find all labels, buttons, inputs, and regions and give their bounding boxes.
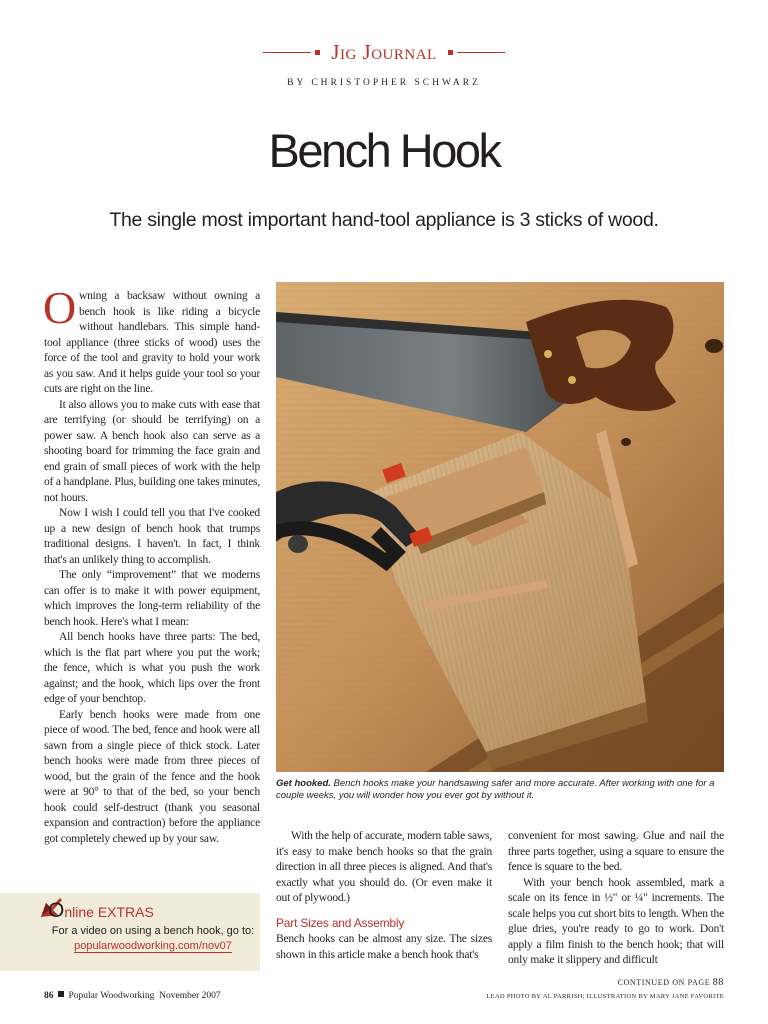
issue-date: November 2007: [159, 991, 221, 1001]
square-bullet-icon: [58, 991, 64, 997]
paragraph: Early bench hooks were made from one piece of wood. The bed, fence and hook were all sawn from a single piece of thick stock. Later bench hooks were made from three pieces of wood, but the grain of the fence and the hook were at 90° to that of the bed, so your bench hook could self-destruct (thank you seasonal expansion and contraction) before the appliance got completely chewed up by your saw.: [44, 708, 260, 845]
online-extras-o: O: [48, 899, 65, 922]
continued-label: CONTINUED ON PAGE: [617, 978, 711, 987]
paragraph: It also allows you to make cuts with ease that are terrifying (or should be terrifying) on a power saw. A bench hook also can serve as a shooting board for trimming the face grain and end grain of small pieces of work with the help of a handplane. Plus, building one takes minutes, not hours.: [44, 398, 260, 504]
continued-page: 88: [712, 977, 724, 988]
page-number: 86: [44, 991, 54, 1001]
paragraph: Now I wish I could tell you that I've cooked up a new design of bench hook that trumps traditional designs. I haven't. In fact, I think that's an unlikely thing to accomplish.: [44, 507, 260, 566]
ornament-dot: [448, 50, 453, 55]
article-subtitle: The single most important hand-tool appliance is 3 sticks of wood.: [109, 209, 659, 231]
lead-photo: [276, 282, 724, 772]
article-title: Bench Hook: [268, 124, 500, 177]
caption-text: Bench hooks make your handsawing safer and more accurate. After working with one for a couple weeks, you will wonder how you ever got by without it.: [276, 778, 715, 801]
byline: BY CHRISTOPHER SCHWARZ: [287, 78, 481, 88]
paragraph: All bench hooks have three parts: The bed, which is the flat part where you put the work; the fence, which is what you push the work against; and the hook, which lips over the front edge of your benchtop.: [44, 631, 260, 705]
magazine-name: Popular Woodworking: [68, 991, 155, 1001]
continued-notice: [560, 977, 724, 988]
rule-right: [457, 52, 505, 53]
department-title: Jig Journal: [331, 40, 437, 64]
drop-cap: O: [43, 282, 77, 333]
page-footer: [44, 991, 221, 1001]
body-column-2: [276, 829, 492, 963]
paragraph: With your bench hook assembled, mark a scale on its fence in ½" or ¼" increments. The scale helps you cut short bits to length. When the glue dries, you're ready to go to work. Don't apply a film finish to the bench hook; that will only make it slippery and difficult: [508, 876, 724, 966]
ornament-dot: [315, 50, 320, 55]
photo-caption: [276, 778, 724, 802]
caption-lead: Get hooked.: [276, 778, 331, 789]
online-extras-title: Online EXTRAS: [48, 899, 154, 922]
bench-hook-photo: [276, 282, 724, 772]
rule-left: [263, 52, 311, 53]
photo-credits: LEAD PHOTO BY AL PARRISH; ILLUSTRATION BY MARY JANE FAVORITE: [486, 993, 724, 1000]
paragraph: Bench hooks can be almost any size. The sizes shown in this article make a bench hook that's: [276, 933, 492, 961]
online-extras-link[interactable]: popularwoodworking.com/nov07: [74, 940, 232, 952]
online-extras-text: For a video on using a bench hook, go to:: [51, 925, 255, 937]
department-header: [0, 40, 768, 65]
body-column-1: [43, 282, 260, 847]
body-column-3: [508, 829, 724, 969]
paragraph: The only “improvement” that we moderns can offer is to make it with power equipment, which improves the long-term reliability of the bench hook. Here's what I mean:: [44, 569, 260, 628]
section-heading: Part Sizes and Assembly: [276, 915, 405, 930]
paragraph: Owning a backsaw without owning a bench hook is like riding a bicycle without handlebars. This simple hand-tool appliance (three sticks of wood) uses the force of the tool and gravity to hold your work as you saw. And it helps guide your tool so your cuts are right on the line.: [43, 282, 260, 395]
paragraph: With the help of accurate, modern table saws, it's easy to make bench hooks so that the grain direction in all three pieces is aligned. And that's exactly what you should do. (Or even make it out of plywood.): [276, 830, 492, 904]
paragraph: convenient for most sawing. Glue and nail the three parts together, using a square to ensure the fence is square to the bed.: [508, 830, 724, 873]
